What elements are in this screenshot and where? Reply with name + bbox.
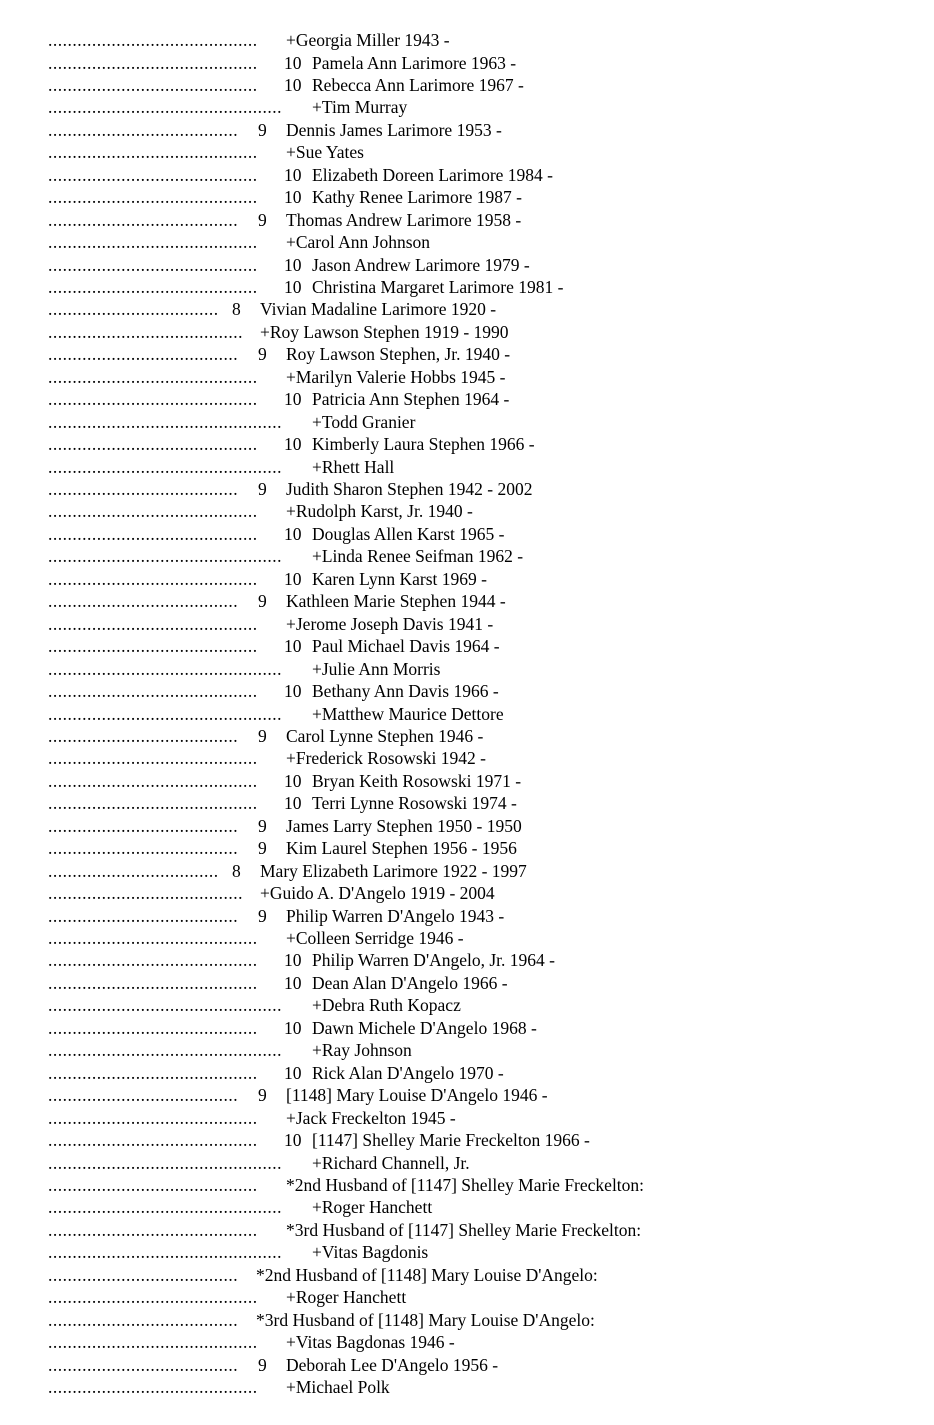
leader-dots: ................................... [48,299,219,320]
leader-dots: ........................................... [48,52,258,73]
person-name: [1148] Mary Louise D'Angelo 1946 - [286,1085,548,1106]
spouse-name: +Michael Polk [286,1377,390,1397]
leader-dots: ........................................ [48,321,243,342]
spouse-name: +Frederick Rosowski 1942 - [286,748,486,769]
person-name: Dean Alan D'Angelo 1966 - [312,972,508,993]
leader-dots: ........................................ [48,883,243,904]
leader-dots: ....................................... [48,725,239,746]
generation-number: 9 [258,119,267,140]
leader-dots: ........................................... [48,501,258,522]
spouse-name: +Rhett Hall [312,456,395,477]
leader-dots: ....................................... [48,591,239,612]
leader-dots: ....................................... [48,1354,239,1375]
leader-dots: ........................................... [48,366,258,387]
spouse-name: +Jerome Joseph Davis 1941 - [286,613,494,634]
person-name: Douglas Allen Karst 1965 - [312,523,505,544]
spouse-name: +Debra Ruth Kopacz [312,995,461,1016]
person-name: Paul Michael Davis 1964 - [312,636,500,657]
spouse-name: +Vitas Bagdonas 1946 - [286,1332,455,1353]
leader-dots: ................................................ [48,1242,282,1263]
person-name: Christina Margaret Larimore 1981 - [312,276,564,297]
person-name: Bethany Ann Davis 1966 - [312,681,499,701]
leader-dots: ....................................... [48,344,239,365]
leader-dots: ........................................... [48,1332,258,1353]
leader-dots: ........................................... [48,748,258,769]
leader-dots: ................................................ [48,1152,282,1173]
spouse-name: +Ray Johnson [312,1040,412,1061]
person-name: Pamela Ann Larimore 1963 - [312,52,517,73]
person-name: Rick Alan D'Angelo 1970 - [312,1062,504,1083]
person-name: Terri Lynne Rosowski 1974 - [312,793,517,814]
spouse-name: +Marilyn Valerie Hobbs 1945 - [286,366,506,387]
person-name: Patricia Ann Stephen 1964 - [312,389,510,410]
generation-number: 10 [284,1062,302,1083]
generation-number: 10 [284,254,302,275]
generation-number: 10 [284,1017,302,1038]
leader-dots: ................................................ [48,703,282,724]
spouse-name: +Roy Lawson Stephen 1919 - 1990 [260,321,509,342]
person-name: Kathleen Marie Stephen 1944 - [286,591,506,612]
person-name: Dennis James Larimore 1953 - [286,119,502,140]
leader-dots: ........................................... [48,164,258,185]
generation-number: 9 [258,479,267,499]
generation-number: 10 [284,187,302,208]
leader-dots: ................................................ [48,658,282,679]
leader-dots: ........................................... [48,30,258,50]
leader-dots: ........................................... [48,1219,258,1240]
leader-dots: ................................................ [48,97,282,118]
spouse-name: +Tim Murray [312,97,408,118]
person-name: Karen Lynn Karst 1969 - [312,568,487,589]
leader-dots: ....................................... [48,209,239,230]
leader-dots: ........................................... [48,1287,258,1308]
generation-number: 10 [284,164,302,185]
generation-number: 9 [258,591,267,612]
leader-dots: ....................................... [48,1264,239,1285]
leader-dots: ....................................... [48,815,239,836]
person-name: Deborah Lee D'Angelo 1956 - [286,1354,499,1375]
leader-dots: ........................................... [48,972,258,993]
leader-dots: ........................................... [48,681,258,701]
person-name: Dawn Michele D'Angelo 1968 - [312,1017,537,1038]
generation-number: 8 [232,860,241,881]
generation-number: 9 [258,1085,267,1106]
generation-number: 10 [284,1130,302,1150]
spouse-name: +Colleen Serridge 1946 - [286,928,464,948]
generation-number: 9 [258,838,267,859]
leader-dots: ........................................... [48,232,258,252]
leader-dots: ................................................ [48,995,282,1016]
generation-number: 9 [258,344,267,365]
generation-number: 10 [284,770,302,791]
generation-number: 9 [258,815,267,836]
leader-dots: ........................................... [48,142,258,163]
spouse-name: +Roger Hanchett [286,1287,407,1308]
leader-dots: ........................................... [48,613,258,634]
leader-dots: ....................................... [48,838,239,859]
person-name: Kimberly Laura Stephen 1966 - [312,434,535,455]
generation-number: 9 [258,905,267,926]
person-name: Kathy Renee Larimore 1987 - [312,187,522,208]
spouse-name: +Sue Yates [286,142,364,163]
generation-number: 10 [284,793,302,814]
generation-number: 10 [284,276,302,297]
leader-dots: ........................................... [48,389,258,410]
generation-number: 9 [258,725,267,746]
spouse-name: +Rudolph Karst, Jr. 1940 - [286,501,473,522]
additional-spouse-note: *2nd Husband of [1147] Shelley Marie Freckelton: [286,1175,645,1195]
spouse-name: +Jack Freckelton 1945 - [286,1107,456,1128]
leader-dots: ........................................... [48,1377,258,1397]
spouse-name: +Georgia Miller 1943 - [286,30,450,50]
leader-dots: ........................................... [48,187,258,208]
leader-dots: ........................................... [48,1175,258,1195]
spouse-name: +Vitas Bagdonis [312,1242,429,1263]
generation-number: 10 [284,74,302,95]
person-name: Philip Warren D'Angelo 1943 - [286,905,505,926]
leader-dots: ........................................... [48,928,258,948]
leader-dots: ........................................... [48,950,258,971]
leader-dots: ................................................ [48,456,282,477]
spouse-name: +Julie Ann Morris [312,658,441,679]
leader-dots: ........................................... [48,568,258,589]
generation-number: 10 [284,972,302,993]
generation-number: 10 [284,389,302,410]
leader-dots: ........................................... [48,1017,258,1038]
leader-dots: ................................................ [48,1197,282,1218]
person-name: Kim Laurel Stephen 1956 - 1956 [286,838,517,859]
leader-dots: ........................................... [48,1062,258,1083]
leader-dots: ................................... [48,860,219,881]
leader-dots: ....................................... [48,479,239,499]
person-name: Mary Elizabeth Larimore 1922 - 1997 [260,860,527,881]
leader-dots: ........................................... [48,434,258,455]
generation-number: 10 [284,636,302,657]
person-name: Elizabeth Doreen Larimore 1984 - [312,164,554,185]
spouse-name: +Guido A. D'Angelo 1919 - 2004 [260,883,495,904]
generation-number: 8 [232,299,241,320]
person-name: Rebecca Ann Larimore 1967 - [312,74,524,95]
leader-dots: ....................................... [48,905,239,926]
person-name: [1147] Shelley Marie Freckelton 1966 - [312,1130,590,1150]
person-name: Roy Lawson Stephen, Jr. 1940 - [286,344,511,365]
leader-dots: ........................................... [48,793,258,814]
leader-dots: ....................................... [48,119,239,140]
leader-dots: ....................................... [48,1309,239,1330]
generation-number: 10 [284,681,302,701]
spouse-name: +Roger Hanchett [312,1197,433,1218]
leader-dots: ........................................... [48,1107,258,1128]
generation-number: 10 [284,568,302,589]
spouse-name: +Matthew Maurice Dettore [312,703,504,724]
additional-spouse-note: *3rd Husband of [1148] Mary Louise D'Angelo: [256,1309,595,1330]
leader-dots: ........................................... [48,1130,258,1150]
spouse-name: +Linda Renee Seifman 1962 - [312,546,524,567]
additional-spouse-note: *2nd Husband of [1148] Mary Louise D'Angelo: [256,1264,598,1285]
person-name: Bryan Keith Rosowski 1971 - [312,770,522,791]
generation-number: 10 [284,434,302,455]
additional-spouse-note: *3rd Husband of [1147] Shelley Marie Freckelton: [286,1219,642,1240]
leader-dots: ....................................... [48,1085,239,1106]
generation-number: 10 [284,523,302,544]
leader-dots: ........................................... [48,254,258,275]
leader-dots: ................................................ [48,1040,282,1061]
leader-dots: ........................................... [48,636,258,657]
spouse-name: +Todd Granier [312,411,416,432]
generation-number: 9 [258,1354,267,1375]
person-name: Judith Sharon Stephen 1942 - 2002 [286,479,533,499]
person-name: Thomas Andrew Larimore 1958 - [286,209,522,230]
spouse-name: +Richard Channell, Jr. [312,1152,470,1173]
generation-number: 10 [284,52,302,73]
leader-dots: ................................................ [48,546,282,567]
leader-dots: ........................................... [48,276,258,297]
generation-number: 9 [258,209,267,230]
leader-dots: ........................................... [48,74,258,95]
generation-number: 10 [284,950,302,971]
person-name: Vivian Madaline Larimore 1920 - [260,299,497,320]
person-name: Carol Lynne Stephen 1946 - [286,725,484,746]
leader-dots: ........................................... [48,523,258,544]
person-name: James Larry Stephen 1950 - 1950 [286,815,522,836]
person-name: Jason Andrew Larimore 1979 - [312,254,530,275]
leader-dots: ................................................ [48,411,282,432]
spouse-name: +Carol Ann Johnson [286,232,431,252]
leader-dots: ........................................... [48,770,258,791]
person-name: Philip Warren D'Angelo, Jr. 1964 - [312,950,555,971]
